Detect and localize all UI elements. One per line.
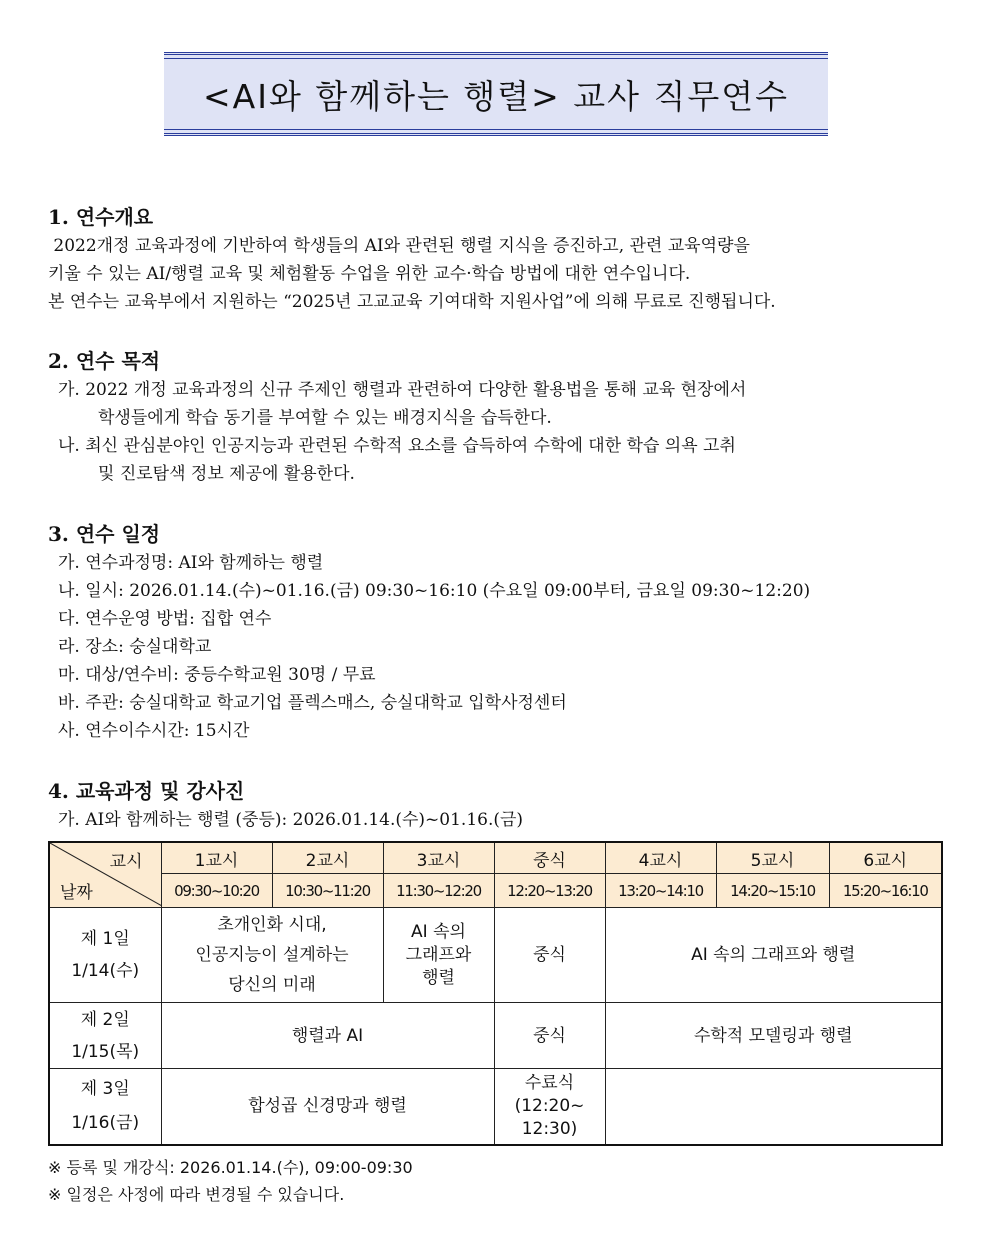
time-header: 13:20~14:10: [605, 874, 716, 908]
header-row-times: [49, 874, 942, 908]
time-header: 11:30~12:20: [383, 874, 494, 908]
lunch-cell: 중식: [494, 1003, 605, 1069]
schedule-item: 나. 일시: 2026.01.14.(수)~01.16.(금) 09:30~16:10 (수요일 09:00부터, 금요일 09:30~12:20): [58, 581, 811, 601]
section-heading: 1. 연수개요: [48, 205, 154, 229]
section-schedule: [48, 519, 810, 745]
note-line: ※ 등록 및 개강식: 2026.01.14.(수), 09:00-09:30: [48, 1158, 413, 1177]
section-purpose: [48, 346, 746, 488]
period-header: 중식: [494, 842, 605, 874]
overview-line: 본 연수는 교육부에서 지원하는 “2025년 고교교육 기여대학 지원사업”에 의해 무료로 진행됩니다.: [48, 292, 776, 312]
session-cell: AI 속의 그래프와 행렬: [383, 908, 494, 1003]
schedule-item: 라. 장소: 숭실대학교: [58, 637, 212, 657]
day-number: 제 3일: [80, 1079, 130, 1100]
schedule-item: 마. 대상/연수비: 중등수학교원 30명 / 무료: [58, 665, 376, 685]
section-heading: 3. 연수 일정: [48, 522, 161, 546]
session-cell: 합성곱 신경망과 행렬: [161, 1069, 494, 1145]
curriculum-table: [48, 841, 943, 1146]
overview-line: 키울 수 있는 AI/행렬 교육 및 체험활동 수업을 위한 교수·학습 방법에 대한 연수입니다.: [48, 264, 691, 284]
session-cell: 행렬과 AI: [161, 1003, 494, 1069]
day-date: 1/15(목): [71, 1041, 140, 1062]
note-line: ※ 일정은 사정에 따라 변경될 수 있습니다.: [48, 1185, 345, 1204]
session-cell: AI 속의 그래프와 행렬: [605, 908, 942, 1003]
schedule-item: 바. 주관: 숭실대학교 학교기업 플렉스매스, 숭실대학교 입학사정센터: [58, 693, 567, 713]
title-banner: [164, 52, 828, 136]
period-header: 5교시: [716, 842, 829, 874]
period-header: 1교시: [161, 842, 272, 874]
session-cell: 수학적 모델링과 행렬: [605, 1003, 942, 1069]
schedule-item: 다. 연수운영 방법: 집합 연수: [58, 609, 272, 629]
overview-line: 2022개정 교육과정에 기반하여 학생들의 AI와 관련된 행렬 지식을 증진하고, 관련 교육역량을: [48, 236, 750, 256]
corner-period-label: 교시: [109, 852, 143, 872]
day-date: 1/16(금): [71, 1113, 140, 1134]
period-header: 2교시: [272, 842, 383, 874]
time-header: 10:30~11:20: [272, 874, 383, 908]
period-header: 3교시: [383, 842, 494, 874]
day-label: [49, 1003, 161, 1069]
day-label: [49, 1069, 161, 1145]
session-cell: 초개인화 시대, 인공지능이 설계하는 당신의 미래: [161, 908, 383, 1003]
period-header: 4교시: [605, 842, 716, 874]
day-number: 제 1일: [80, 929, 130, 949]
curriculum-subtitle: 가. AI와 함께하는 행렬 (중등): 2026.01.14.(수)~01.16.(금): [58, 810, 524, 830]
purpose-line: 나. 최신 관심분야인 인공지능과 관련된 수학적 요소를 습득하여 수학에 대한 학습 의욕 고취: [58, 436, 736, 456]
table-row-day1: [49, 908, 942, 1003]
time-header: 09:30~10:20: [161, 874, 272, 908]
session-cell: [605, 1069, 942, 1145]
schedule-item: 가. 연수과정명: AI와 함께하는 행렬: [58, 553, 324, 573]
header-row-periods: [49, 842, 942, 874]
purpose-line-cont: 학생들에게 학습 동기를 부여할 수 있는 배경지식을 습득한다.: [98, 408, 552, 428]
schedule-item: 사. 연수이수시간: 15시간: [58, 721, 250, 741]
section-curriculum: [48, 776, 523, 834]
section-overview: [48, 202, 776, 316]
time-header: 15:20~16:10: [829, 874, 942, 908]
purpose-line: 가. 2022 개정 교육과정의 신규 주제인 행렬과 관련하여 다양한 활용법을 통해 교육 현장에서: [58, 380, 747, 400]
table-row-day3: [49, 1069, 942, 1145]
day-number: 제 2일: [80, 1009, 130, 1030]
header-corner: [49, 842, 161, 908]
time-header: 14:20~15:10: [716, 874, 829, 908]
table-row-day2: [49, 1003, 942, 1069]
purpose-item: [48, 432, 746, 488]
purpose-item: [48, 376, 746, 432]
section-heading: 2. 연수 목적: [48, 349, 161, 373]
lunch-cell: 중식: [494, 908, 605, 1003]
purpose-line-cont: 및 진로탐색 정보 제공에 활용한다.: [98, 464, 355, 484]
section-heading: 4. 교육과정 및 강사진: [48, 779, 245, 803]
day-date: 1/14(수): [71, 961, 140, 981]
closing-ceremony-cell: 수료식 (12:20~ 12:30): [494, 1069, 605, 1145]
page-title: <AI와 함께하는 행렬> 교사 직무연수: [203, 76, 789, 116]
period-header: 6교시: [829, 842, 942, 874]
notes: [48, 1154, 413, 1208]
corner-date-label: 날짜: [60, 883, 93, 903]
day-label: [49, 908, 161, 1003]
time-header: 12:20~13:20: [494, 874, 605, 908]
